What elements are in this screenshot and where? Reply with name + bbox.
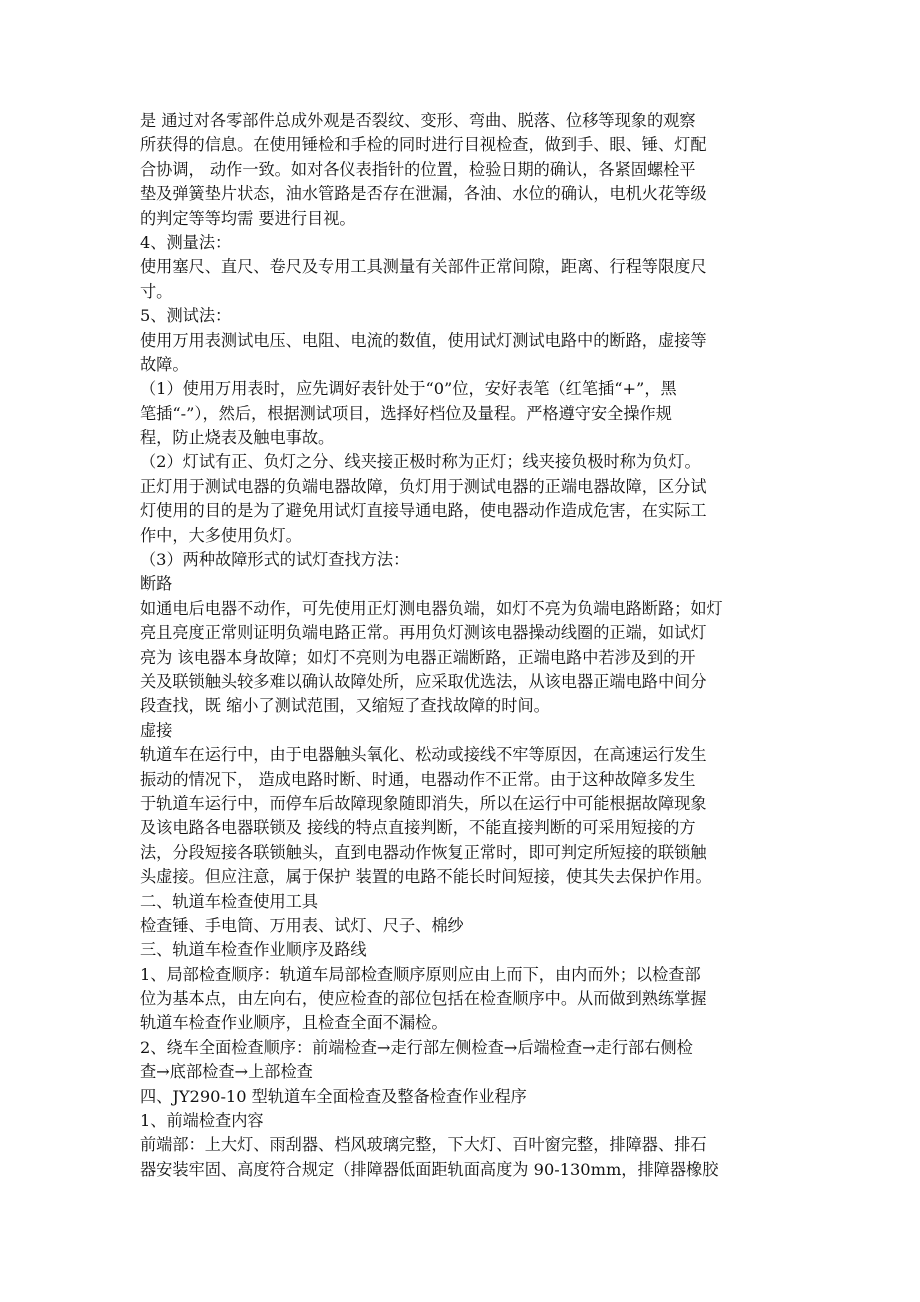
text-line: 断路	[140, 574, 173, 594]
text-line: （1）使用万用表时，应先调好表针处于“0”位，安好表笔（红笔插“+”，黑	[140, 379, 677, 399]
text-line: 故障。	[140, 354, 189, 374]
text-line: 位为基本点，由左向右，使应检查的部位包括在检查顺序中。从而做到熟练掌握	[140, 989, 707, 1009]
text-line: 1、前端检查内容	[140, 1111, 264, 1131]
text-line: 寸。	[140, 281, 173, 301]
text-line: 器安装牢固、高度符合规定（排障器低面距轨面高度为 90-130mm，排障器橡胶	[140, 1159, 719, 1179]
text-line: 的判定等等均需 要进行目视。	[140, 208, 356, 228]
text-line: 亮为 该电器本身故障；如灯不亮则为电器正端断路，正端电路中若涉及到的开	[140, 647, 696, 667]
text-line: 使用万用表测试电压、电阻、电流的数值，使用试灯测试电路中的断路，虚接等	[140, 330, 707, 350]
text-line: 及该电路各电器联锁及 接线的特点直接判断，不能直接判断的可采用短接的方	[140, 818, 696, 838]
text-line: 振动的情况下， 造成电路时断、时通，电器动作不正常。由于这种故障多发生	[140, 769, 696, 789]
text-line: 所获得的信息。在使用锤检和手检的同时进行目视检查，做到手、眼、锤、灯配	[140, 135, 707, 155]
text-line: 二、轨道车检查使用工具	[140, 891, 319, 911]
text-line: 4、测量法：	[140, 232, 232, 252]
text-line: 四、JY290-10 型轨道车全面检查及整备检查作业程序	[140, 1086, 527, 1106]
text-line: 亮且亮度正常则证明负端电路正常。再用负灯测该电器操动线圈的正端，如试灯	[140, 623, 707, 643]
text-line: 合协调， 动作一致。如对各仪表指针的位置，检验日期的确认，各紧固螺栓平	[140, 159, 696, 179]
text-line: 1、局部检查顺序：轨道车局部检查顺序原则应由上而下，由内而外；以检查部	[140, 964, 701, 984]
text-line: 前端部：上大灯、雨刮器、档风玻璃完整，下大灯、百叶窗完整，排障器、排石	[140, 1135, 707, 1155]
text-line: 使用塞尺、直尺、卷尺及专用工具测量有关部件正常间隙，距离、行程等限度尺	[140, 257, 707, 277]
text-line: 2、绕车全面检查顺序：前端检查→走行部左侧检查→后端检查→走行部右侧检	[140, 1037, 693, 1057]
text-line: 段查找，既 缩小了测试范围，又缩短了查找故障的时间。	[140, 696, 550, 716]
text-line: 三、轨道车检查作业顺序及路线	[140, 940, 367, 960]
text-line: 检查锤、手电筒、万用表、试灯、尺子、棉纱	[140, 915, 464, 935]
text-line: 垫及弹簧垫片状态，油水管路是否存在泄漏，各油、水位的确认，电机火花等级	[140, 184, 707, 204]
document-page	[140, 109, 788, 1182]
text-line: 5、测试法：	[140, 306, 232, 326]
text-line: 作中，大多使用负灯。	[140, 525, 302, 545]
text-line: 头虚接。但应注意，属于保护 装置的电路不能长时间短接，使其失去保护作用。	[140, 867, 712, 887]
text-line: 笔插“-”），然后，根据测试项目，选择好档位及量程。严格遵守安全操作规	[140, 403, 672, 423]
text-line: （3）两种故障形式的试灯查找方法：	[140, 550, 410, 570]
text-line: （2）灯试有正、负灯之分、线夹接正极时称为正灯；线夹接负极时称为负灯。	[140, 452, 701, 472]
text-line: 灯使用的目的是为了避免用试灯直接导通电路，使电器动作造成危害，在实际工	[140, 501, 707, 521]
text-line: 程，防止烧表及触电事故。	[140, 428, 335, 448]
text-line: 法，分段短接各联锁触头，直到电器动作恢复正常时，即可判定所短接的联锁触	[140, 842, 707, 862]
text-line: 于轨道车运行中，而停车后故障现象随即消失，所以在运行中可能根据故障现象	[140, 793, 707, 813]
text-line: 虚接	[140, 720, 173, 740]
text-line: 轨道车检查作业顺序，且检查全面不漏检。	[140, 1013, 448, 1033]
text-line: 正灯用于测试电器的负端电器故障，负灯用于测试电器的正端电器故障，区分试	[140, 476, 707, 496]
text-line: 关及联锁触头较多难以确认故障处所，应采取优选法，从该电器正端电路中间分	[140, 671, 707, 691]
text-line: 是 通过对各零部件总成外观是否裂纹、变形、弯曲、脱落、位移等现象的观察	[140, 111, 696, 130]
text-line: 如通电后电器不动作，可先使用正灯测电器负端，如灯不亮为负端电路断路；如灯	[140, 598, 723, 618]
text-line: 轨道车在运行中，由于电器触头氧化、松动或接线不牢等原因，在高速运行发生	[140, 745, 707, 765]
text-line: 查→底部检查→上部检查	[140, 1062, 313, 1082]
